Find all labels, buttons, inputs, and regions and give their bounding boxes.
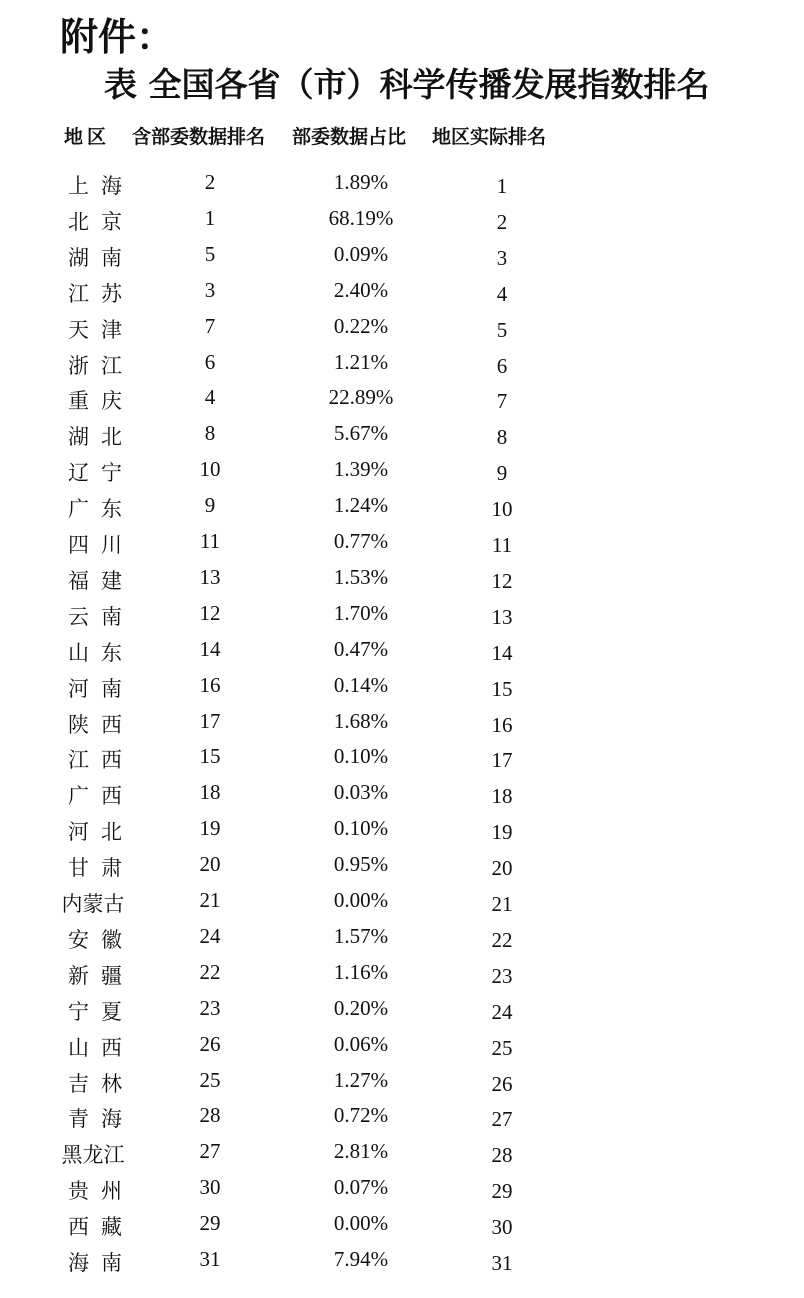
cell-dept-data-rank: 4 — [204, 385, 216, 410]
cell-dept-data-rank: 10 — [199, 457, 221, 482]
cell-dept-data-share: 1.70% — [333, 600, 389, 625]
cell-region: 浙江 — [68, 353, 134, 378]
cell-actual-rank: 28 — [491, 1143, 513, 1168]
cell-dept-data-rank: 11 — [199, 529, 221, 553]
cell-dept-data-share: 0.20% — [333, 995, 389, 1020]
cell-region: 新疆 — [68, 963, 134, 988]
cell-dept-data-share: 0.10% — [333, 816, 389, 841]
cell-actual-rank: 8 — [496, 425, 508, 450]
cell-dept-data-rank: 17 — [199, 708, 221, 733]
table-row — [0, 1135, 804, 1171]
cell-dept-data-share: 1.68% — [333, 708, 389, 733]
cell-region: 安徽 — [68, 927, 134, 952]
table-row — [0, 956, 804, 992]
cell-region: 重庆 — [68, 389, 134, 414]
cell-dept-data-share: 0.95% — [333, 852, 389, 877]
table-row — [0, 1243, 804, 1279]
cell-region: 甘肃 — [68, 856, 134, 881]
table-row — [0, 812, 804, 848]
cell-actual-rank: 29 — [491, 1179, 513, 1204]
cell-dept-data-rank: 19 — [199, 816, 221, 841]
table-row — [0, 1099, 804, 1135]
cell-actual-rank: 4 — [496, 281, 508, 306]
cell-dept-data-share: 0.03% — [333, 780, 389, 805]
cell-dept-data-rank: 29 — [199, 1211, 221, 1236]
cell-region: 河北 — [68, 820, 134, 845]
cell-region: 湖南 — [68, 245, 134, 270]
table-row — [0, 740, 804, 776]
cell-dept-data-rank: 23 — [199, 995, 221, 1020]
attachment-label: 附件： — [60, 15, 175, 59]
cell-region: 江苏 — [68, 281, 134, 306]
cell-actual-rank: 30 — [491, 1215, 513, 1240]
cell-actual-rank: 1 — [496, 174, 508, 198]
cell-region: 山西 — [68, 1035, 134, 1060]
cell-dept-data-rank: 26 — [199, 1031, 221, 1056]
cell-actual-rank: 27 — [491, 1107, 513, 1132]
cell-dept-data-share: 1.16% — [333, 959, 389, 984]
table-row — [0, 166, 804, 202]
cell-actual-rank: 14 — [491, 640, 513, 665]
column-header-dept-data-share: 部委数据占比 — [292, 126, 407, 148]
table-row — [0, 848, 804, 884]
cell-dept-data-rank: 30 — [199, 1175, 221, 1200]
cell-actual-rank: 26 — [491, 1071, 513, 1096]
cell-actual-rank: 10 — [491, 497, 513, 522]
cell-dept-data-share: 0.22% — [333, 313, 389, 338]
cell-dept-data-rank: 24 — [199, 923, 221, 948]
cell-actual-rank: 2 — [496, 209, 508, 234]
table-row — [0, 992, 804, 1028]
cell-actual-rank: 16 — [491, 712, 513, 737]
cell-actual-rank: 18 — [491, 784, 513, 809]
cell-dept-data-share: 1.89% — [333, 170, 389, 194]
cell-region: 陕西 — [68, 712, 134, 737]
column-header-actual-rank: 地区实际排名 — [432, 126, 547, 148]
cell-region: 福建 — [68, 568, 134, 593]
cell-region: 湖北 — [68, 425, 134, 450]
cell-region: 四川 — [68, 533, 134, 557]
table-row — [0, 310, 804, 346]
cell-region: 贵州 — [68, 1179, 134, 1204]
cell-actual-rank: 22 — [491, 927, 513, 952]
cell-dept-data-rank: 25 — [199, 1067, 221, 1092]
cell-dept-data-share: 1.21% — [333, 349, 389, 374]
cell-dept-data-share: 0.72% — [333, 1103, 389, 1128]
cell-region: 云南 — [68, 604, 134, 629]
table-row — [0, 561, 804, 597]
table-row — [0, 1028, 804, 1064]
cell-region: 江西 — [68, 748, 134, 773]
table-row — [0, 884, 804, 920]
cell-dept-data-rank: 16 — [199, 672, 221, 697]
table-row — [0, 597, 804, 633]
cell-region: 黑龙江 — [61, 1143, 125, 1168]
cell-actual-rank: 23 — [491, 963, 513, 988]
cell-dept-data-rank: 8 — [204, 421, 216, 446]
cell-dept-data-share: 0.47% — [333, 636, 389, 661]
cell-dept-data-share: 0.00% — [333, 888, 389, 912]
table-row — [0, 453, 804, 489]
cell-dept-data-rank: 13 — [199, 564, 221, 589]
table-row — [0, 274, 804, 310]
cell-dept-data-share: 0.09% — [333, 241, 389, 266]
cell-region: 北京 — [68, 209, 134, 234]
cell-region: 山东 — [68, 640, 134, 665]
cell-region: 宁夏 — [68, 999, 134, 1024]
cell-region: 河南 — [68, 676, 134, 701]
table-row — [0, 669, 804, 705]
document-title: 表 全国各省（市）科学传播发展指数排名 — [104, 65, 710, 104]
cell-actual-rank: 31 — [491, 1251, 513, 1275]
table-row — [0, 1064, 804, 1100]
cell-region: 广西 — [68, 784, 134, 809]
cell-region: 辽宁 — [68, 461, 134, 486]
cell-dept-data-rank: 18 — [199, 780, 221, 805]
cell-dept-data-share: 68.19% — [328, 205, 394, 230]
cell-actual-rank: 20 — [491, 856, 513, 881]
table-row — [0, 381, 804, 417]
table-row — [0, 633, 804, 669]
table-row — [0, 489, 804, 525]
cell-dept-data-rank: 3 — [204, 277, 216, 302]
cell-region: 青海 — [68, 1107, 134, 1132]
table-row — [0, 1207, 804, 1243]
table-row — [0, 417, 804, 453]
cell-dept-data-rank: 9 — [204, 493, 216, 518]
cell-dept-data-rank: 22 — [199, 959, 221, 984]
cell-actual-rank: 3 — [496, 245, 508, 270]
cell-dept-data-share: 2.40% — [333, 277, 389, 302]
cell-dept-data-share: 0.00% — [333, 1211, 389, 1236]
column-header-region: 地区 — [64, 126, 111, 148]
cell-dept-data-rank: 1 — [204, 205, 216, 230]
table-row — [0, 920, 804, 956]
cell-dept-data-share: 1.53% — [333, 564, 389, 589]
cell-dept-data-rank: 14 — [199, 636, 221, 661]
cell-dept-data-rank: 12 — [199, 600, 221, 625]
cell-dept-data-rank: 31 — [199, 1247, 221, 1271]
column-header-dept-data-rank: 含部委数据排名 — [132, 126, 266, 148]
cell-actual-rank: 9 — [496, 461, 508, 486]
cell-actual-rank: 6 — [496, 353, 508, 378]
cell-dept-data-share: 5.67% — [333, 421, 389, 446]
cell-dept-data-rank: 15 — [199, 744, 221, 769]
cell-actual-rank: 12 — [491, 568, 513, 593]
table-row — [0, 202, 804, 238]
table-row — [0, 1171, 804, 1207]
cell-dept-data-share: 0.14% — [333, 672, 389, 697]
cell-dept-data-rank: 27 — [199, 1139, 221, 1164]
cell-region: 吉林 — [68, 1071, 134, 1096]
cell-actual-rank: 19 — [491, 820, 513, 845]
cell-region: 海南 — [68, 1251, 134, 1275]
table-row — [0, 776, 804, 812]
cell-actual-rank: 25 — [491, 1035, 513, 1060]
cell-actual-rank: 5 — [496, 317, 508, 342]
cell-dept-data-share: 7.94% — [333, 1247, 389, 1271]
cell-dept-data-share: 1.57% — [333, 923, 389, 948]
table-row — [0, 346, 804, 382]
cell-region: 广东 — [68, 497, 134, 522]
cell-dept-data-share: 0.10% — [333, 744, 389, 769]
cell-dept-data-share: 1.39% — [333, 457, 389, 482]
cell-dept-data-rank: 6 — [204, 349, 216, 374]
cell-dept-data-rank: 7 — [204, 313, 216, 338]
cell-actual-rank: 7 — [496, 389, 508, 414]
cell-region: 西藏 — [68, 1215, 134, 1240]
table-row — [0, 525, 804, 561]
cell-dept-data-share: 0.07% — [333, 1175, 389, 1200]
cell-dept-data-share: 2.81% — [333, 1139, 389, 1164]
cell-dept-data-rank: 21 — [199, 888, 221, 912]
cell-dept-data-rank: 5 — [204, 241, 216, 266]
cell-region: 内蒙古 — [61, 892, 125, 916]
cell-actual-rank: 17 — [491, 748, 513, 773]
cell-dept-data-share: 1.27% — [333, 1067, 389, 1092]
cell-dept-data-rank: 28 — [199, 1103, 221, 1128]
cell-actual-rank: 24 — [491, 999, 513, 1024]
table-row — [0, 238, 804, 274]
table-row — [0, 705, 804, 741]
cell-dept-data-rank: 20 — [199, 852, 221, 877]
cell-actual-rank: 15 — [491, 676, 513, 701]
cell-actual-rank: 13 — [491, 604, 513, 629]
cell-actual-rank: 11 — [491, 533, 513, 557]
cell-dept-data-share: 0.77% — [333, 529, 389, 553]
cell-actual-rank: 21 — [491, 892, 513, 916]
cell-region: 天津 — [68, 317, 134, 342]
cell-dept-data-rank: 2 — [204, 170, 216, 194]
cell-dept-data-share: 1.24% — [333, 493, 389, 518]
cell-dept-data-share: 0.06% — [333, 1031, 389, 1056]
cell-region: 上海 — [68, 174, 134, 198]
cell-dept-data-share: 22.89% — [328, 385, 394, 410]
